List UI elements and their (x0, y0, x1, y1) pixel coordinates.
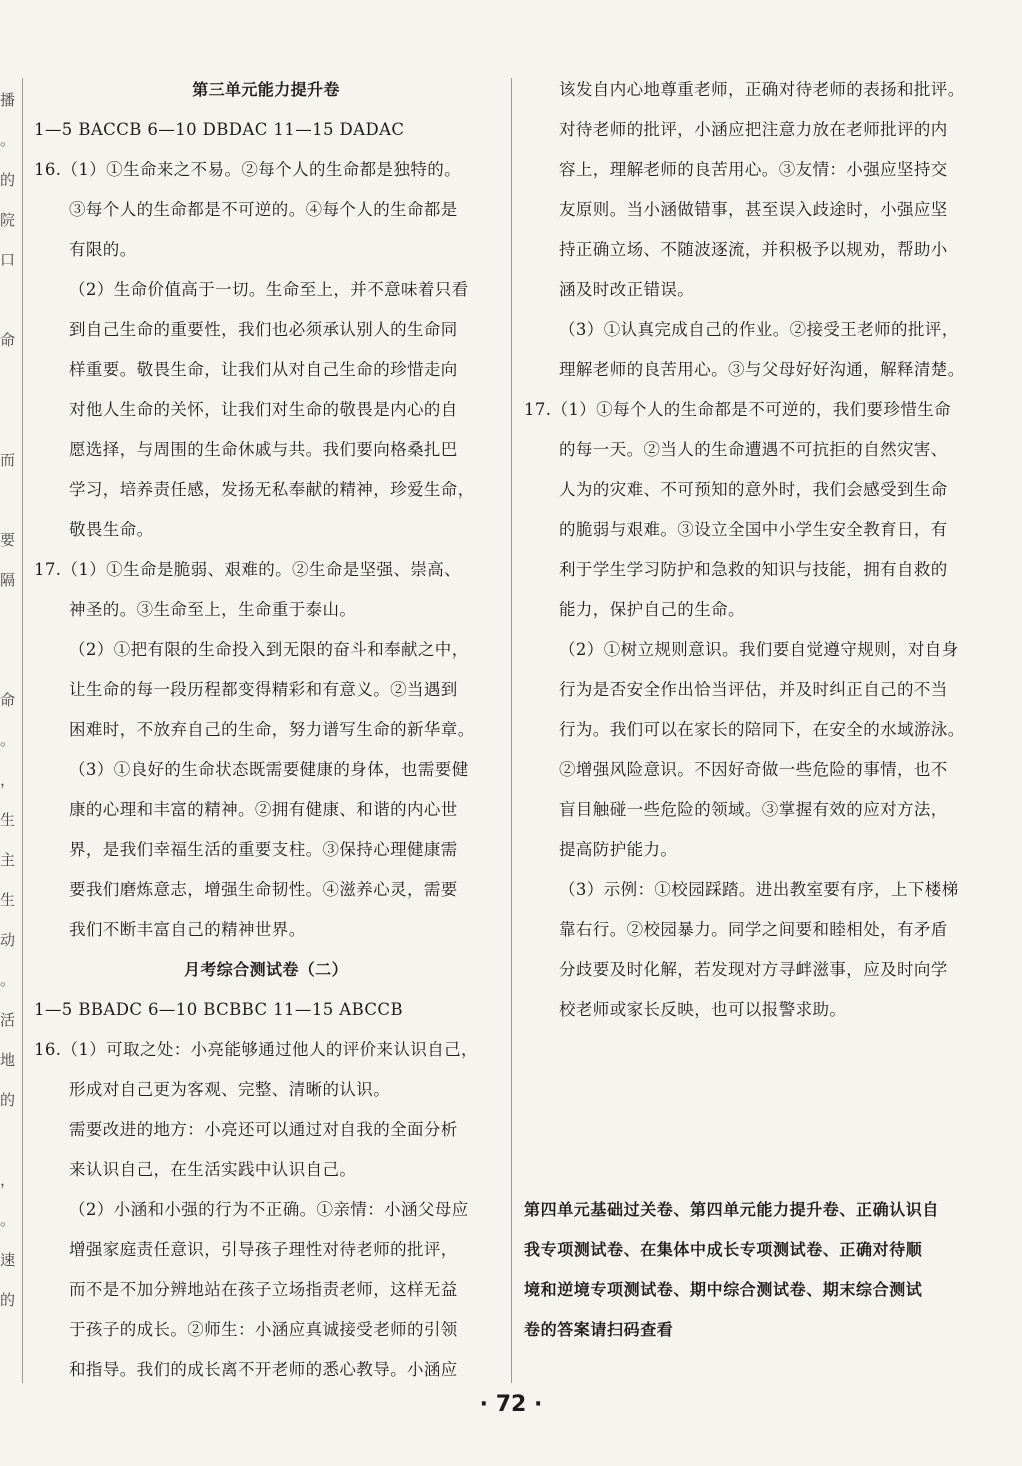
answer-line: （2）①树立规则意识。我们要自觉遵守规则，对自身 (559, 640, 959, 659)
answer-line: ③每个人的生命都是不可逆的。④每个人的生命都是 (69, 200, 458, 219)
scan-qr-note (524, 1190, 986, 1350)
section-monthly-test-answers (34, 990, 498, 1390)
section-title-monthly-test: 月考综合测试卷（二） (183, 960, 348, 979)
bleed-char (0, 480, 12, 520)
bleed-char: 生 (0, 811, 16, 829)
answer-line: 而不是不加分辨地站在孩子立场指责老师，这样无益 (69, 1280, 458, 1299)
bleed-char: 。 (0, 731, 16, 749)
answer-line: 容上，理解老师的良苦用心。③友情：小强应坚持交 (559, 160, 948, 179)
answer-line: 分歧要及时化解，若发现对方寻衅滋事，应及时向学 (559, 960, 948, 979)
answer-line: 友原则。当小涵做错事，甚至误入歧途时，小强应坚 (559, 200, 948, 219)
bleed-char: 隔 (0, 571, 16, 589)
section-title-unit3: 第三单元能力提升卷 (192, 80, 340, 99)
answer-line: （2）①把有限的生命投入到无限的奋斗和奉献之中， (69, 640, 469, 659)
answer-line: 1—5 BACCB 6—10 DBDAC 11—15 DADAC (34, 120, 405, 139)
bleed-char (0, 400, 12, 440)
bleed-char: 。 (0, 131, 16, 149)
left-column (34, 70, 498, 1390)
answer-line: （2）生命价值高于一切。生命至上，并不意味着只看 (69, 280, 469, 299)
answer-line: 需要改进的地方：小亮还可以通过对自我的全面分析 (69, 1120, 458, 1139)
answer-line: 1—5 BBADC 6—10 BCBBC 11—15 ABCCB (34, 1000, 403, 1019)
bleed-char: ， (0, 771, 16, 789)
answer-line: 人为的灾难、不可预知的意外时，我们会感受到生命 (559, 480, 948, 499)
answer-line: 16.（1）可取之处：小亮能够通过他人的评价来认识自己， (34, 1040, 478, 1059)
right-answers (524, 70, 986, 1030)
answer-line: 对他人生命的关怀，让我们对生命的敬畏是内心的自 (69, 400, 458, 419)
bleed-char: 地 (0, 1051, 16, 1069)
answer-line: 的每一天。②当人的生命遭遇不可抗拒的自然灾害、 (559, 440, 948, 459)
answer-line: 到自己生命的重要性，我们也必须承认别人的生命同 (69, 320, 458, 339)
answer-line: （3）①认真完成自己的作业。②接受王老师的批评， (559, 320, 959, 339)
bleed-char: 而 (0, 451, 16, 469)
bleed-char: 速 (0, 1251, 16, 1269)
answer-line: 理解老师的良苦用心。③与父母好好沟通，解释清楚。 (559, 360, 965, 379)
answer-line: 的脆弱与艰难。③设立全国中小学生安全教育日，有 (559, 520, 948, 539)
answer-line: 提高防护能力。 (559, 840, 678, 859)
page-number: · 72 · (479, 1392, 543, 1417)
answer-line: 利于学生学习防护和急救的知识与技能，拥有自救的 (559, 560, 948, 579)
bleed-char (0, 640, 12, 680)
bleed-char: 院 (0, 211, 16, 229)
note-line: 第四单元基础过关卷、第四单元能力提升卷、正确认识自 (524, 1200, 940, 1219)
bleed-char: 要 (0, 531, 16, 549)
bleed-char (0, 1120, 12, 1160)
answer-line: 行为。我们可以在家长的陪同下，在安全的水域游泳。 (559, 720, 965, 739)
bleed-char: 动 (0, 931, 16, 949)
answer-line: 有限的。 (69, 240, 137, 259)
answer-line: （2）小涵和小强的行为不正确。①亲情：小涵父母应 (69, 1200, 469, 1219)
bleed-char: 的 (0, 1291, 16, 1309)
answer-line: 16.（1）①生命来之不易。②每个人的生命都是独特的。 (34, 160, 462, 179)
bleed-through-text (0, 80, 16, 1320)
section-unit3-answers (34, 110, 498, 950)
bleed-char: 的 (0, 1091, 16, 1109)
answer-line: 样重要。敬畏生命，让我们从对自己生命的珍惜走向 (69, 360, 458, 379)
bleed-char: 口 (0, 251, 16, 269)
answer-line: 对待老师的批评，小涵应把注意力放在老师批评的内 (559, 120, 948, 139)
answer-line: 让生命的每一段历程都变得精彩和有意义。②当遇到 (69, 680, 458, 699)
bleed-char (0, 360, 12, 400)
answer-line: 增强家庭责任意识，引导孩子理性对待老师的批评， (69, 1240, 458, 1259)
answer-line: 学习，培养责任感，发扬无私奉献的精神，珍爱生命， (69, 480, 475, 499)
answer-line: 能力，保护自己的生命。 (559, 600, 745, 619)
answer-line: （3）①良好的生命状态既需要健康的身体，也需要健 (69, 760, 469, 779)
answer-line: 行为是否安全作出恰当评估，并及时纠正自己的不当 (559, 680, 948, 699)
answer-line: 界，是我们幸福生活的重要支柱。③保持心理健康需 (69, 840, 458, 859)
column-divider (511, 78, 512, 1383)
spacer (524, 1030, 986, 1190)
answer-line: 来认识自己，在生活实践中认识自己。 (69, 1160, 357, 1179)
note-line: 卷的答案请扫码查看 (524, 1320, 674, 1339)
bleed-char: 命 (0, 331, 16, 349)
note-line: 境和逆境专项测试卷、期中综合测试卷、期末综合测试 (524, 1280, 923, 1299)
answer-line: 持正确立场、不随波逐流，并积极予以规劝，帮助小 (559, 240, 948, 259)
bleed-char: 播 (0, 91, 16, 109)
answer-line: 敬畏生命。 (69, 520, 154, 539)
bleed-char: ， (0, 1171, 16, 1189)
answer-line: 康的心理和丰富的精神。②拥有健康、和谐的内心世 (69, 800, 458, 819)
answer-line: 困难时，不放弃自己的生命，努力谱写生命的新华章。 (69, 720, 475, 739)
left-margin-rule (22, 78, 23, 1383)
bleed-char: 生 (0, 891, 16, 909)
bleed-char (0, 600, 12, 640)
bleed-char: 命 (0, 691, 16, 709)
answer-line: 盲目触碰一些危险的领域。③掌握有效的应对方法， (559, 800, 948, 819)
answer-line: 该发自内心地尊重老师，正确对待老师的表扬和批评。 (559, 80, 965, 99)
answer-line: 17.（1）①生命是脆弱、艰难的。②生命是坚强、崇高、 (34, 560, 462, 579)
answer-line: 和指导。我们的成长离不开老师的悉心教导。小涵应 (69, 1360, 458, 1379)
right-column (524, 70, 986, 1350)
answer-line: 17.（1）①每个人的生命都是不可逆的，我们要珍惜生命 (524, 400, 952, 419)
bleed-char: 主 (0, 851, 16, 869)
answer-line: （3）示例：①校园踩踏。进出教室要有序，上下楼梯 (559, 880, 959, 899)
bleed-char: 。 (0, 1211, 16, 1229)
bleed-char: 的 (0, 171, 16, 189)
answer-line: 神圣的。③生命至上，生命重于泰山。 (69, 600, 357, 619)
answer-line: 形成对自己更为客观、完整、清晰的认识。 (69, 1080, 391, 1099)
bleed-char: 活 (0, 1011, 16, 1029)
bleed-char (0, 280, 12, 320)
answer-line: 涵及时改正错误。 (559, 280, 695, 299)
answer-line: 我们不断丰富自己的精神世界。 (69, 920, 306, 939)
answer-line: 靠右行。②校园暴力。同学之间要和睦相处，有矛盾 (559, 920, 948, 939)
answer-line: 校老师或家长反映，也可以报警求助。 (559, 1000, 847, 1019)
answer-line: 要我们磨炼意志，增强生命韧性。④滋养心灵，需要 (69, 880, 458, 899)
bleed-char: 。 (0, 971, 16, 989)
answer-line: ②增强风险意识。不因好奇做一些危险的事情，也不 (559, 760, 948, 779)
answer-line: 愿选择，与周围的生命休戚与共。我们要向格桑扎巴 (69, 440, 458, 459)
note-line: 我专项测试卷、在集体中成长专项测试卷、正确对待顺 (524, 1240, 923, 1259)
answer-line: 于孩子的成长。②师生：小涵应真诚接受老师的引领 (69, 1320, 458, 1339)
